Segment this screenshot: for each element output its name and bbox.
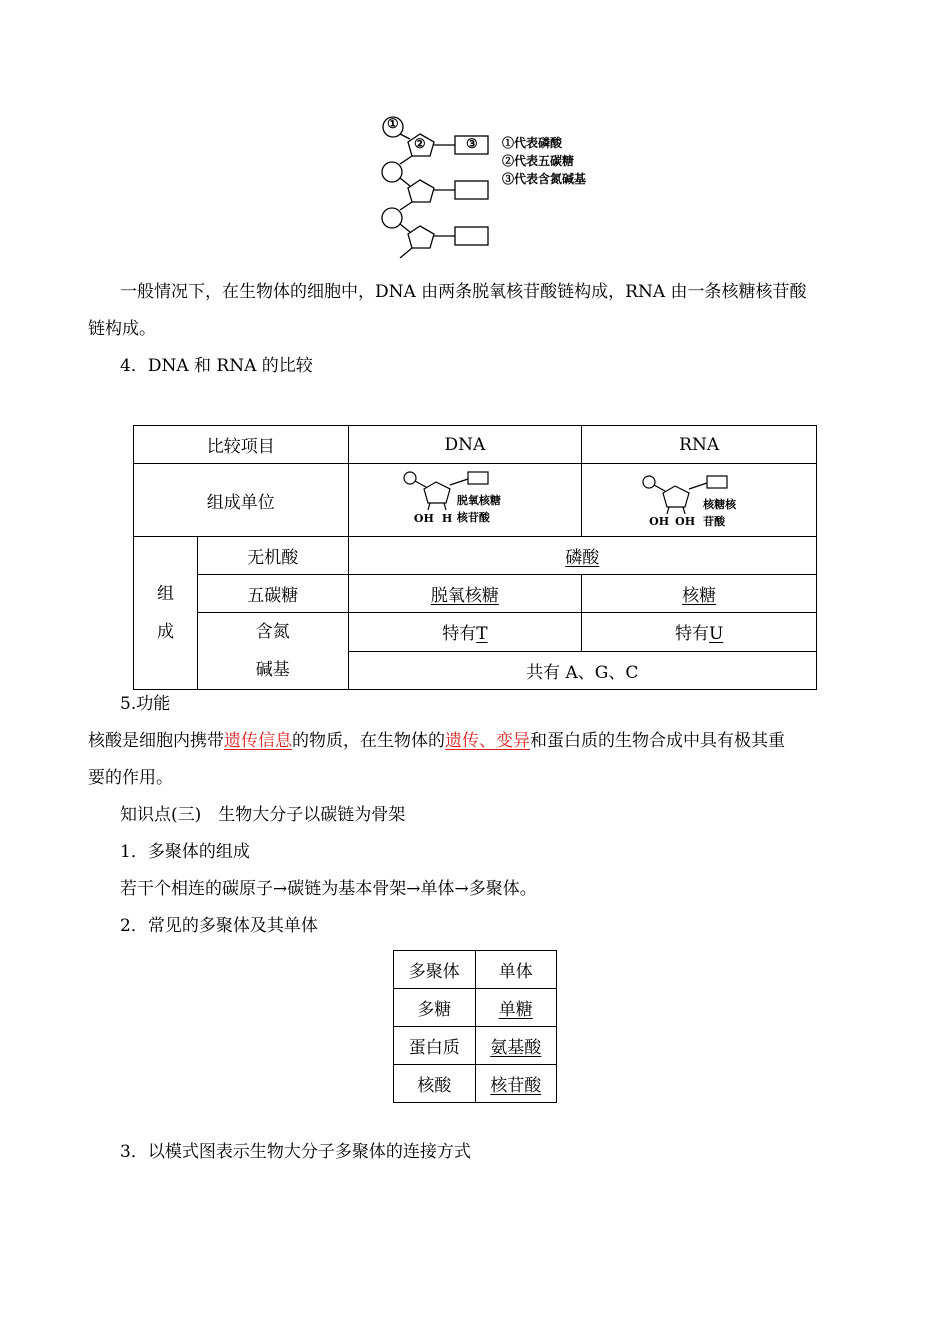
base-label: ③ [466,137,478,152]
header-monomer: 单体 [475,951,557,989]
function-text: 和蛋白质的生物合成中具有极其重 [530,731,785,751]
group-char: 成 [156,622,174,642]
knowledge-point-3: 知识点(三) 生物大分子以碳链为骨架 [120,805,406,825]
item-2-heading: 2．常见的多聚体及其单体 [120,916,318,936]
rna-unit-name-2: 苷酸 [703,515,726,528]
dna-nucleotide-diagram [400,470,530,530]
legend-item: ①代表磷酸 [502,136,563,150]
item-1-heading: 1．多聚体的组成 [120,842,250,862]
rna-special-base [582,613,817,652]
function-line-2: 要的作用。 [88,768,173,788]
acid-value-text: 磷酸 [565,548,600,568]
rna-oh-label-1: OH [649,515,670,528]
acid-value [348,537,816,575]
header-rna: RNA [582,426,817,464]
base-label-line: 含氮 [255,622,290,642]
rna-sugar [582,575,817,613]
phosphate-circle [382,162,402,182]
monomer-cell [475,1027,557,1065]
dna-h-label: H [441,512,453,525]
dna-rna-comparison-table [133,425,817,690]
rna-special-prefix: 特有 [674,624,709,645]
rna-sugar-text: 核糖 [682,586,717,606]
base-rect [455,181,488,199]
rna-oh-label-2: OH [675,515,696,528]
unit-label: 组成单位 [134,464,349,537]
group-char: 组 [156,584,174,604]
dna-special-base [348,613,582,652]
sugar-pentagon [408,226,434,248]
nucleotide-chain-diagram [370,112,610,267]
phosphate-label: ① [387,117,399,132]
item-1-text: 若干个相连的碳原子→碳链为基本骨架→单体→多聚体。 [120,879,537,899]
rna-special-letter: U [708,624,724,645]
common-bases: 共有 A、G、C [348,651,816,690]
highlight-genetic-info: 遗传信息 [224,731,292,751]
item-3-heading: 3．以模式图表示生物大分子多聚体的连接方式 [120,1142,471,1162]
paragraph-line: 一般情况下，在生物体的细胞中，DNA 由两条脱氧核苷酸链构成，RNA 由一条核糖核苷酸 [120,282,807,302]
function-text: 的物质，在生物体的 [292,731,445,751]
sugar-label: ② [414,137,426,152]
monomer-text: 氨基酸 [490,1038,542,1058]
section-heading-5: 5.功能 [120,694,171,714]
rna-nucleotide-diagram [639,470,759,530]
legend-item: ②代表五碳糖 [502,154,575,168]
dna-sugar [348,575,582,613]
dna-sugar-text: 脱氧核糖 [430,586,499,606]
dna-unit-cell [348,464,582,537]
phosphate-circle [382,208,402,228]
rna-unit-cell [582,464,817,537]
paragraph-line: 链构成。 [88,319,156,339]
dna-special-prefix: 特有 [442,624,477,645]
composition-group-label [134,537,198,690]
section-heading-4: 4．DNA 和 RNA 的比较 [120,356,313,376]
polymer-monomer-table [393,950,557,1103]
diagram-legend [502,134,586,188]
sugar-pentagon [408,180,434,202]
header-polymer: 多聚体 [394,951,476,989]
header-item: 比较项目 [134,426,349,464]
legend-item: ③代表含氮碱基 [502,172,587,186]
dna-unit-name-2: 核苷酸 [456,511,490,524]
dna-oh-label: OH [413,512,434,525]
polymer-cell: 多糖 [394,989,476,1027]
sugar-label: 五碳糖 [197,575,348,613]
polymer-cell: 核酸 [394,1065,476,1103]
rna-unit-name-1: 核糖核 [703,498,737,511]
base-rect [455,227,488,245]
base-label [197,613,348,690]
header-dna: DNA [348,426,582,464]
base-label-line: 碱基 [255,660,290,680]
function-text: 核酸是细胞内携带 [88,731,224,751]
monomer-cell [475,1065,557,1103]
polymer-cell: 蛋白质 [394,1027,476,1065]
acid-label: 无机酸 [197,537,348,575]
monomer-cell [475,989,557,1027]
dna-unit-name-1: 脱氧核糖 [456,494,501,507]
highlight-heredity-variation: 遗传、变异 [445,731,530,751]
monomer-text: 核苷酸 [490,1076,542,1096]
function-line-1 [88,729,785,753]
monomer-text: 单糖 [498,1000,533,1020]
dna-special-letter: T [476,624,488,645]
